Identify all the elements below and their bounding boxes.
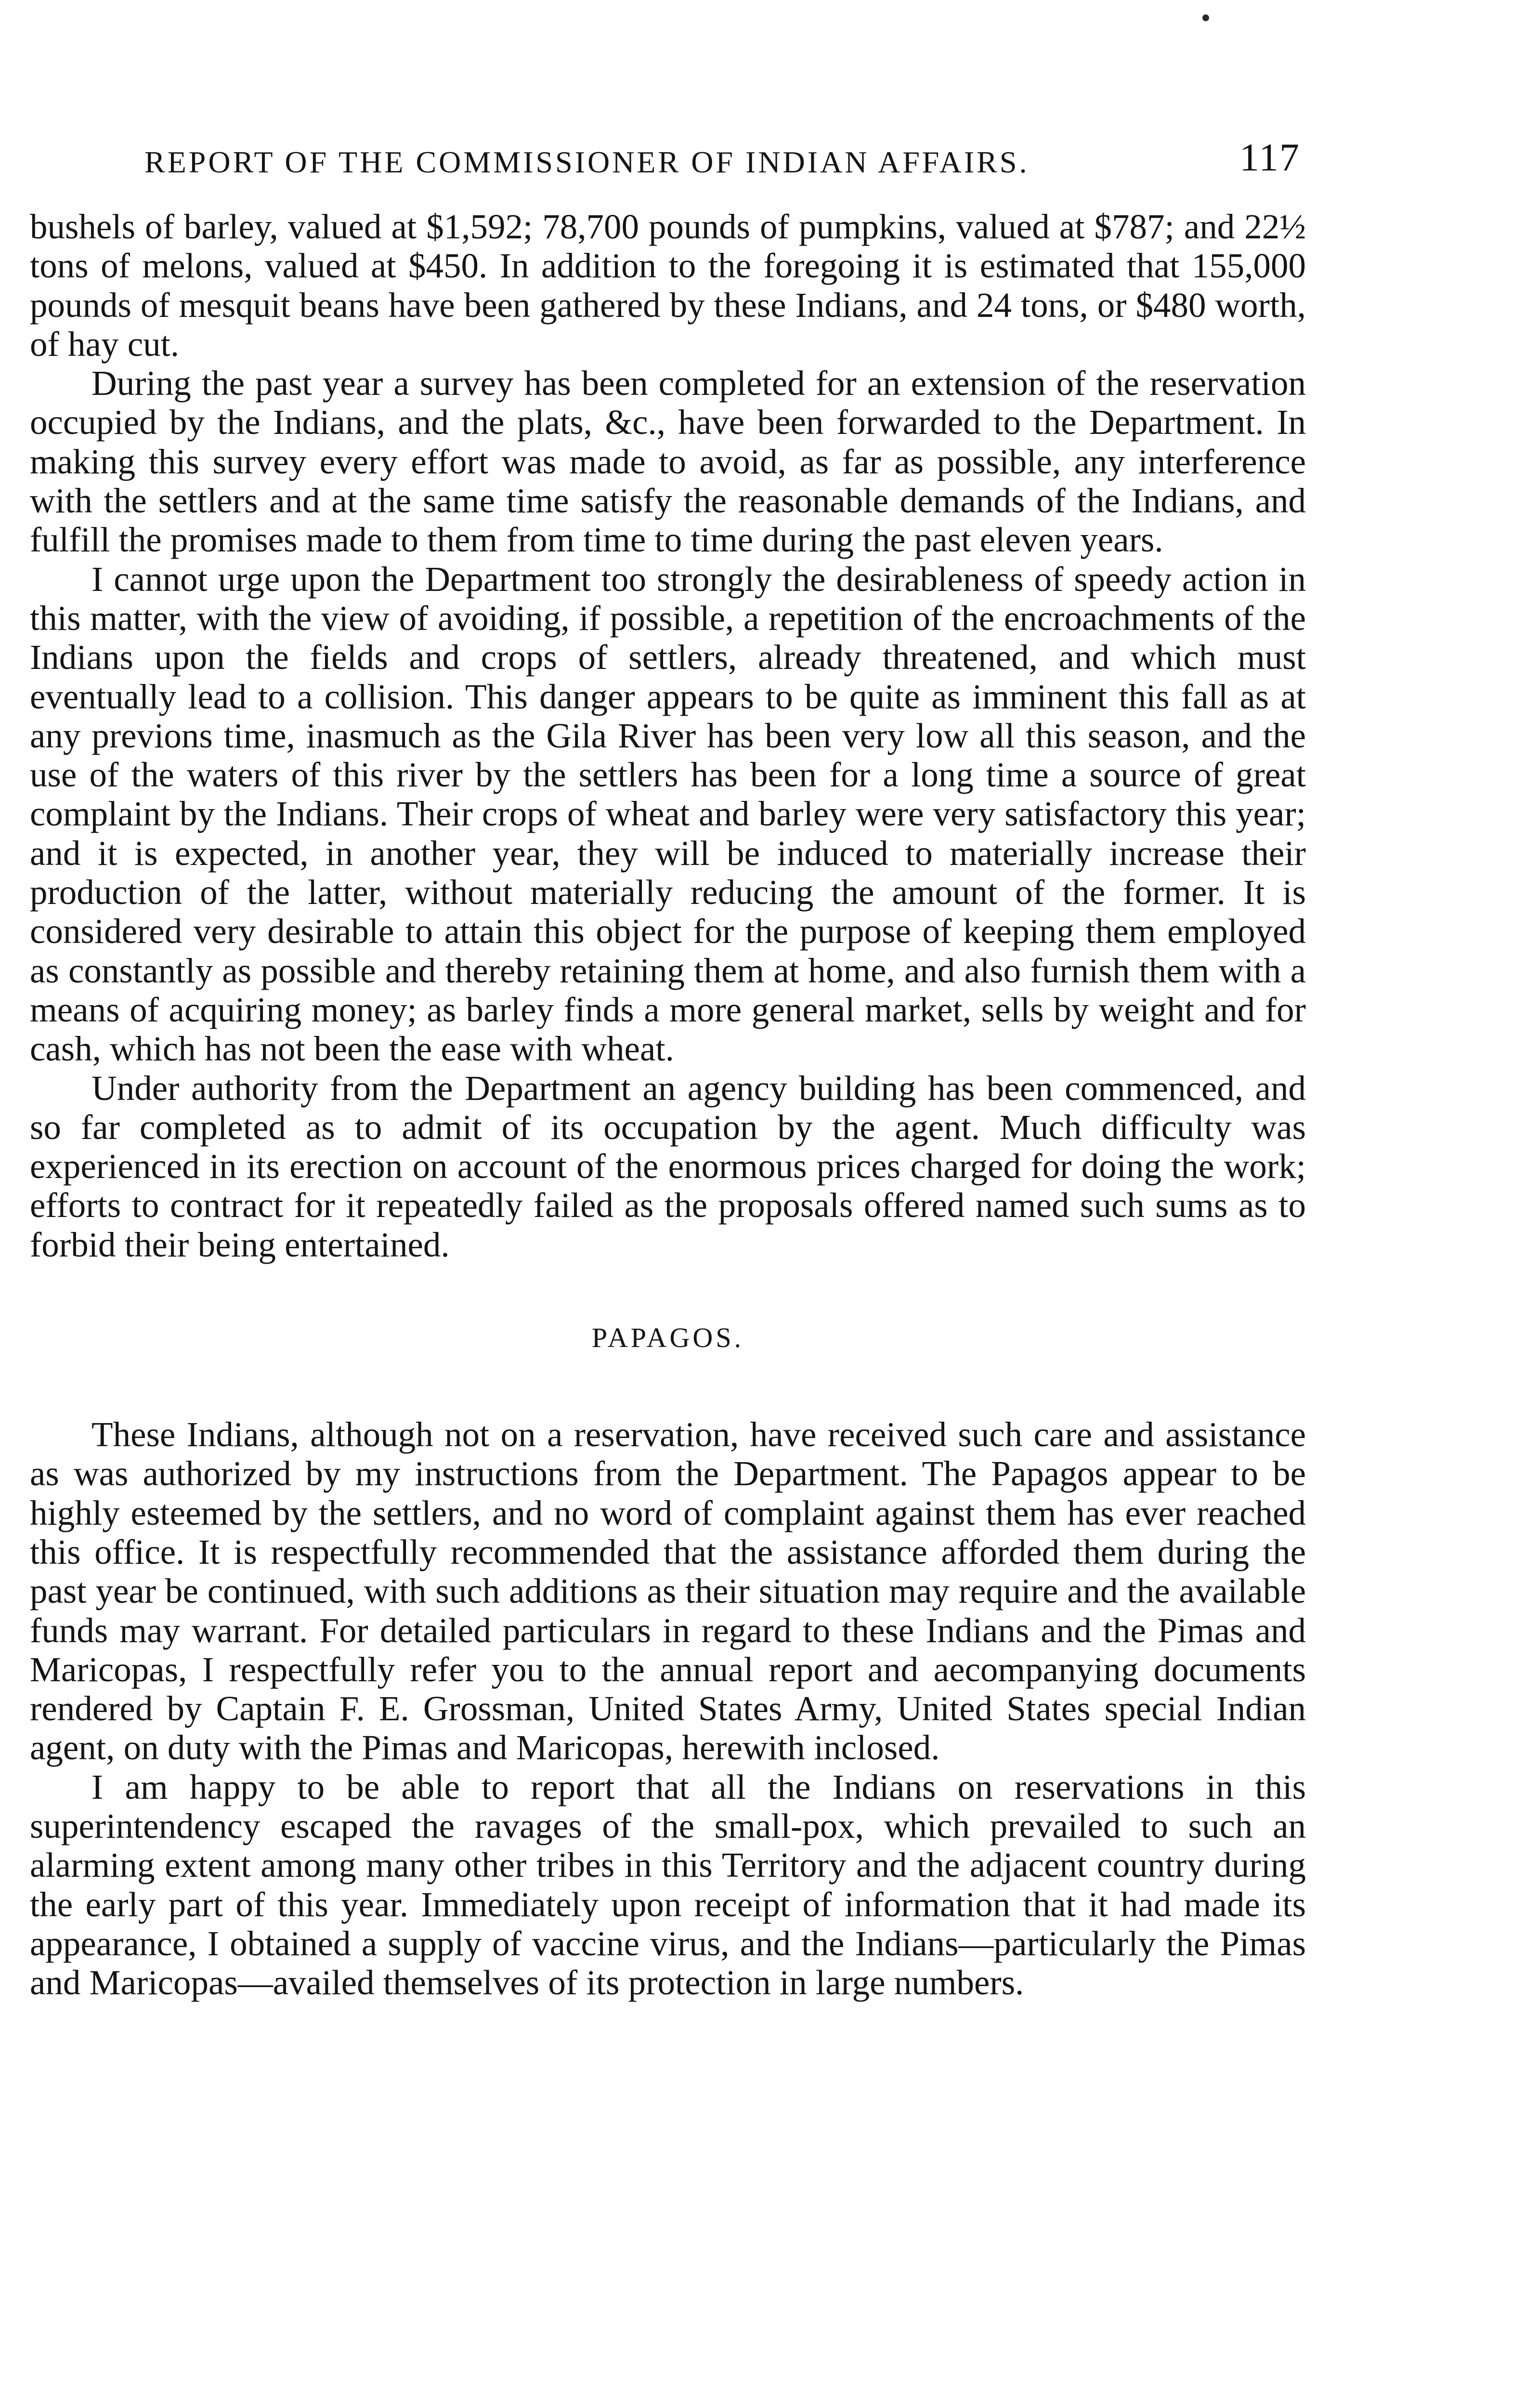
ink-speck (1202, 14, 1209, 21)
paragraph-papagos: These Indians, although not on a reservation, have received such care and assistance as was authorized by my instructions from the Department. The Papagos appear to be highly esteemed by the settlers, and no word of complaint against them has ever reached this office. It is respectfully recommended that the assistance afforded them during the past year be continued, with such additions as their situation may require and the available funds may warrant. For detailed particulars in regard to these Indians and the Pimas and Maricopas, I respectfully refer you to the annual report and aecompanying documents rendered by Captain F. E. Grossman, United States Army, United States special Indian agent, on duty with the Pimas and Maricopas, herewith inclosed. (30, 1415, 1306, 1767)
paragraph-survey: During the past year a survey has been completed for an extension of the reservation occupied by the Indians, and the plats, &c., have been forwarded to the Department. In making this survey every effort was made to avoid, as far as possible, any interference with the settlers and at the same time satisfy the reasonable demands of the Indians, and fulfill the promises made to them from time to time during the past eleven years. (30, 364, 1306, 560)
paragraph-small-pox: I am happy to be able to report that all the Indians on reservations in this superintendency escaped the ravages of the small-pox, which prevailed to such an alarming extent among many other tribes in this Territory and the adjacent country during the early part of this year. Immediately upon receipt of information that it had made its appearance, I obtained a supply of vaccine virus, and the Indians—particularly the Pimas and Maricopas—availed themselves of its protection in large numbers. (30, 1767, 1306, 2002)
paragraph-encroachments: I cannot urge upon the Department too strongly the desirableness of speedy action in this matter, with the view of avoiding, if possible, a repetition of the encroachments of the Indians upon the fields and crops of settlers, already threatened, and which must eventually lead to a collision. This danger appears to be quite as imminent this fall as at any previons time, inasmuch as the Gila River has been very low all this season, and the use of the waters of this river by the settlers has been for a long time a source of great complaint by the Indians. Their crops of wheat and barley were very satisfactory this year; and it is expected, in another year, they will be induced to materially increase their production of the latter, without materially reducing the amount of the former. It is considered very desirable to attain this object for the purpose of keeping them employed as constantly as possible and thereby retaining them at home, and also furnish them with a means of acquiring money; as barley finds a more general market, sells by weight and for cash, which has not been the ease with wheat. (30, 559, 1306, 1069)
paragraph-agency-building: Under authority from the Department an agency building has been commenced, and so far completed as to admit of its occupation by the agent. Much difficulty was experienced in its erection on account of the enormous prices charged for doing the work; efforts to contract for it repeatedly failed as the proposals offered named such sums as to forbid their being entertained. (30, 1068, 1306, 1264)
page-header (144, 130, 1300, 188)
page-number: 117 (1239, 135, 1300, 179)
section-heading-papagos: PAPAGOS. (591, 1322, 744, 1354)
running-head: REPORT OF THE COMMISSIONER OF INDIAN AFFAIRS. (144, 145, 1030, 179)
paragraph-crops: bushels of barley, valued at $1,592; 78,700 pounds of pumpkins, valued at $787; and 22½ tons of melons, valued at $450. In addition to the foregoing it is estimated that 155,000 pounds of mesquit beans have been gathered by these Indians, and 24 tons, or $480 worth, of hay cut. (30, 207, 1306, 364)
body-text (30, 207, 1306, 2002)
